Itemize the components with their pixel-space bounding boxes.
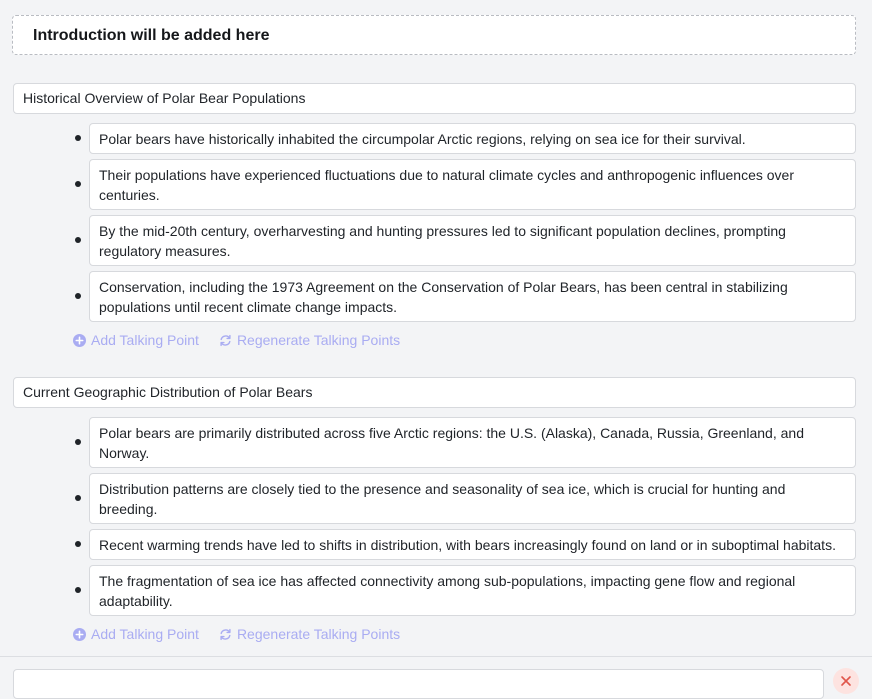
plus-circle-icon: [73, 334, 86, 347]
bullet-icon: [75, 439, 81, 445]
talking-point-input[interactable]: By the mid-20th century, overharvesting and hunting pressures led to significant population declines, prompting regulatory measures.: [89, 215, 856, 266]
refresh-icon: [219, 334, 232, 347]
bullet-icon: [75, 541, 81, 547]
section-title-input[interactable]: Historical Overview of Polar Bear Populations: [13, 83, 856, 114]
bullet-icon: [75, 587, 81, 593]
section-actions: [73, 331, 420, 349]
divider: [0, 656, 872, 657]
talking-point-input[interactable]: Polar bears are primarily distributed across five Arctic regions: the U.S. (Alaska), Canada, Russia, Greenland, and Norway.: [89, 417, 856, 468]
bullet-icon: [75, 495, 81, 501]
regenerate-talking-points-label: Regenerate Talking Points: [236, 332, 401, 348]
close-icon: [833, 668, 859, 694]
delete-section-button[interactable]: [833, 668, 859, 694]
bullet-icon: [75, 237, 81, 243]
add-talking-point-button[interactable]: [73, 331, 199, 349]
add-talking-point-label: Add Talking Point: [91, 626, 199, 642]
talking-point-input[interactable]: Recent warming trends have led to shifts in distribution, with bears increasingly found on land or in suboptimal habitats.: [89, 529, 856, 560]
add-talking-point-label: Add Talking Point: [91, 332, 199, 348]
section-title-input[interactable]: Current Geographic Distribution of Polar Bears: [13, 377, 856, 408]
section-actions: [73, 625, 420, 643]
introduction-placeholder[interactable]: Introduction will be added here: [12, 15, 856, 55]
add-talking-point-button[interactable]: [73, 625, 199, 643]
bullet-icon: [75, 135, 81, 141]
talking-point-input[interactable]: The fragmentation of sea ice has affected connectivity among sub-populations, impacting gene flow and regional adaptability.: [89, 565, 856, 616]
bullet-icon: [75, 293, 81, 299]
section-title-input[interactable]: [13, 669, 824, 699]
bullet-icon: [75, 181, 81, 187]
regenerate-talking-points-button[interactable]: [219, 331, 400, 349]
refresh-icon: [219, 628, 232, 641]
talking-point-input[interactable]: Conservation, including the 1973 Agreement on the Conservation of Polar Bears, has been central in stabilizing populations until recent climate change impacts.: [89, 271, 856, 322]
plus-circle-icon: [73, 628, 86, 641]
regenerate-talking-points-button[interactable]: [219, 625, 400, 643]
talking-point-input[interactable]: Distribution patterns are closely tied to the presence and seasonality of sea ice, which is crucial for hunting and breeding.: [89, 473, 856, 524]
regenerate-talking-points-label: Regenerate Talking Points: [236, 626, 401, 642]
talking-point-input[interactable]: Their populations have experienced fluctuations due to natural climate cycles and anthropogenic influences over centuries.: [89, 159, 856, 210]
talking-point-input[interactable]: Polar bears have historically inhabited the circumpolar Arctic regions, relying on sea ice for their survival.: [89, 123, 856, 154]
